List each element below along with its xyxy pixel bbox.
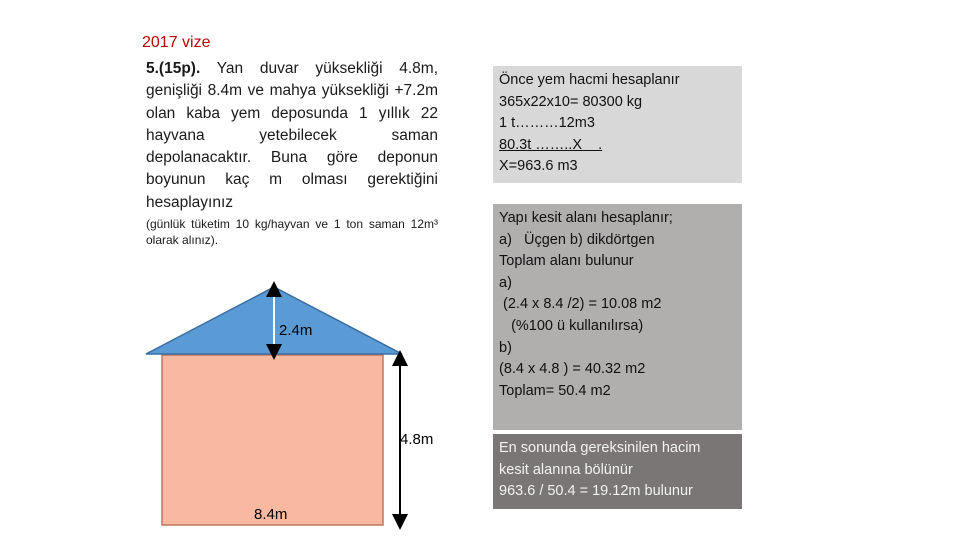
box2-line: (2.4 x 8.4 /2) = 10.08 m2 <box>499 296 662 313</box>
question-body: Yan duvar yüksekliği 4.8m, genişliği 8.4m ve mahya yüksekliği +7.2m olan kaba yem deposunda 1 yıllık 22 hayvana yetebilecek saman depolanacaktır. Buna göre deponun boyunun kaç m olması gerektiğini hesaplayınız <box>146 60 438 211</box>
box3-line: kesit alanına bölünür <box>499 461 633 478</box>
box1-line: Önce yem hacmi hesaplanır <box>499 72 680 88</box>
width-label: 8.4m <box>254 506 288 523</box>
wall-height-label: 4.8m <box>400 431 434 448</box>
box1-line: 365x22x10= 80300 kg <box>499 93 643 110</box>
box2-line: a) <box>499 274 512 291</box>
box2-line: Yapı kesit alanı hesaplanır; <box>499 210 673 226</box>
box2-line: Toplam= 50.4 m2 <box>499 382 611 399</box>
box2-line: b) <box>499 339 512 356</box>
wall-rectangle <box>162 355 383 525</box>
question-note: (günlük tüketim 10 kg/hayvan ve 1 ton saman 12m³ olarak alınız). <box>146 217 438 248</box>
box2-line: (%100 ü kullanılırsa) <box>499 317 644 334</box>
exam-heading: 2017 vize <box>142 34 211 51</box>
box1-line: 1 t………12m3 <box>499 115 595 132</box>
box2-line: Toplam alanı bulunur <box>499 253 634 270</box>
box1-line: X=963.6 m3 <box>499 158 578 175</box>
box2-line: a) Üçgen b) dikdörtgen <box>499 231 655 248</box>
roof-height-label: 2.4m <box>279 322 313 339</box>
box2-line: (8.4 x 4.8 ) = 40.32 m2 <box>499 361 646 378</box>
question-number: 5.(15p). <box>146 60 201 77</box>
box3-line: En sonunda gereksinilen hacim <box>499 440 701 456</box>
box3-line: 963.6 / 50.4 = 19.12m bulunur <box>499 483 693 500</box>
box1-line: 80.3t ……..X . <box>499 136 603 153</box>
